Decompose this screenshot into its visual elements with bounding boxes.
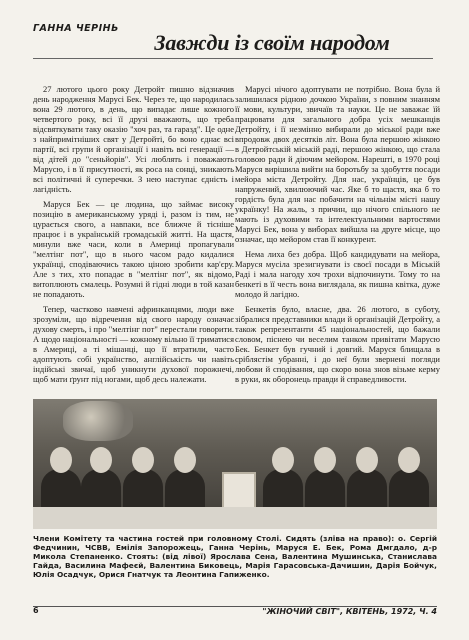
header-divider [33, 58, 433, 59]
photo-caption: Члени Комітету та частина гостей при головному Столі. Сидять (зліва на право): о. Сергій Федчинин, ЧСВВ, Емілія Запорожець, Ганна Черінь, Маруся Е. Бек, Рома Дмгдало, д-р Микола Степаненко. Стоять: (від лівої) Ярослава Сена, Валентина Мушинська, Станислава Гайда, Василина Мафеєй, Валентина Биковець, Марія Гарасовська-Дачишин, Дарія Бойчук, Юлія Осадчук, Орися Гнатчук та Леонтина Гапиженко. [33, 534, 437, 579]
right-column [235, 84, 440, 389]
left-column [33, 84, 234, 389]
author-name: ГАННА ЧЕРІНЬ [33, 23, 119, 34]
paragraph: Бенкетів було, власне, два. 26 лютого, в суботу, зібралися представники влади й організацій Детройту, а також репрезентанти 45 національностей, що бажали словом, піснею чи веселим танком привітати Марусю Бек. Бенкет був гучний і довгий. Маруся блищала в сріблястім убранні, і до неї були звернені погляди любови й сподівання, що скоро вона знов візьме керму в руки, як оборонець правди й справедливости. [235, 304, 440, 384]
paragraph: Тепер, частково навчені афринканцями, люди вже зрозуміли, що відречення від свого народу означає духову смерть, і про "мелтінг пот" перестали говорити. А щодо національності — кожному вільно її триматися в Америці, а ті мішанці, що її втратили, часто адоптують собі українство, англійськість чи навіть індійські звичаї, щоб уникнути духової порожнечі, щоб мати ґрунт під ногами, щоб десь належати. [33, 304, 234, 384]
paragraph: 27 лютого цього року Детройт пишно відзначив день народження Марусі Бек. Через те, що народилась вона 29 лютого, в день, що випадає лише кожного четвертого року, всі її друзі вважають, що треба відсвяткувати таку оказію "хоч раз, та гаразд". Це одне з найпримітніших свят у Детройті, бо воно єднає всі партії, всі групи й організації і навіть всі генерації — від дітей до "сеньйорів". Усі люблять і поважають Марусю, і в її присутності, як роса на сонці, зникають всі політичні й суперечки. З нею наступає єдність і лагідність. [33, 84, 234, 194]
paragraph: Маруся Бек — це людина, що займає високу позицію в американському уряді і, разом із тим, не цурається свого, а навпаки, все ближче й тісніше працює і в українській громадській житті. На щастя, минули вже часи, коли в Америці пропагували "мелтінг пот", що в нього часом радо кидалися українці, сподіваючись такою ціною зробити кар'єру. Але з тих, хто попадає в "мелтінг пот", як відомо, витоплюють смалець. Розумні й гідні люди в той казан не попадають. [33, 199, 234, 299]
publication-info: "ЖІНОЧИЙ СВІТ", КВІТЕНЬ, 1972, Ч. 4 [262, 607, 437, 616]
paragraph: Марусі нічого адоптувати не потрібно. Вона була й залишилася рідною дочкою України, з повним знанням її мови, культури, звичаїв та науки. Це не заважає їй працювати для загального добра усіх мешканців Детройту, і її незмінно вибирали до міської ради вже впродовж двох десятків літ. Вона була першою жінкою в Детройтській міській раді, першою жінкою, що стала головою ради й діючим мейором. Нарешті, в 1970 році Маруся вирішила вийти на боротьбу за здобуття посади мейора міста Детройту. Для нас, українців, це був напружений, хвилюючий час. Яке б то щастя, яка б то гордість була для нас побачити на чільнім місті нашу українку! На жаль, з причин, що нічого спільного не мають із духовими та інтелектуальними вартостями Марусі Бек, вона у виборах вийшла на друге місце, що означає, що мейором став її конкурент. [235, 84, 440, 244]
paragraph: Нема лиха без добра. Щоб кандидувати на мейора, Маруся мусіла зрезигнувати із своєї посади в Міській Раді і мала нагоду хоч трохи відпочинути. Тому то на бенкеті в її честь вона виглядала, як пишна квітка, дуже молодо й лагідно. [235, 249, 440, 299]
page-number: 6 [33, 606, 39, 615]
flower-arrangement [63, 401, 133, 441]
group-photo [33, 399, 437, 529]
article-title: Завжди із своїм народом [154, 30, 390, 55]
table-cloth [33, 507, 437, 529]
